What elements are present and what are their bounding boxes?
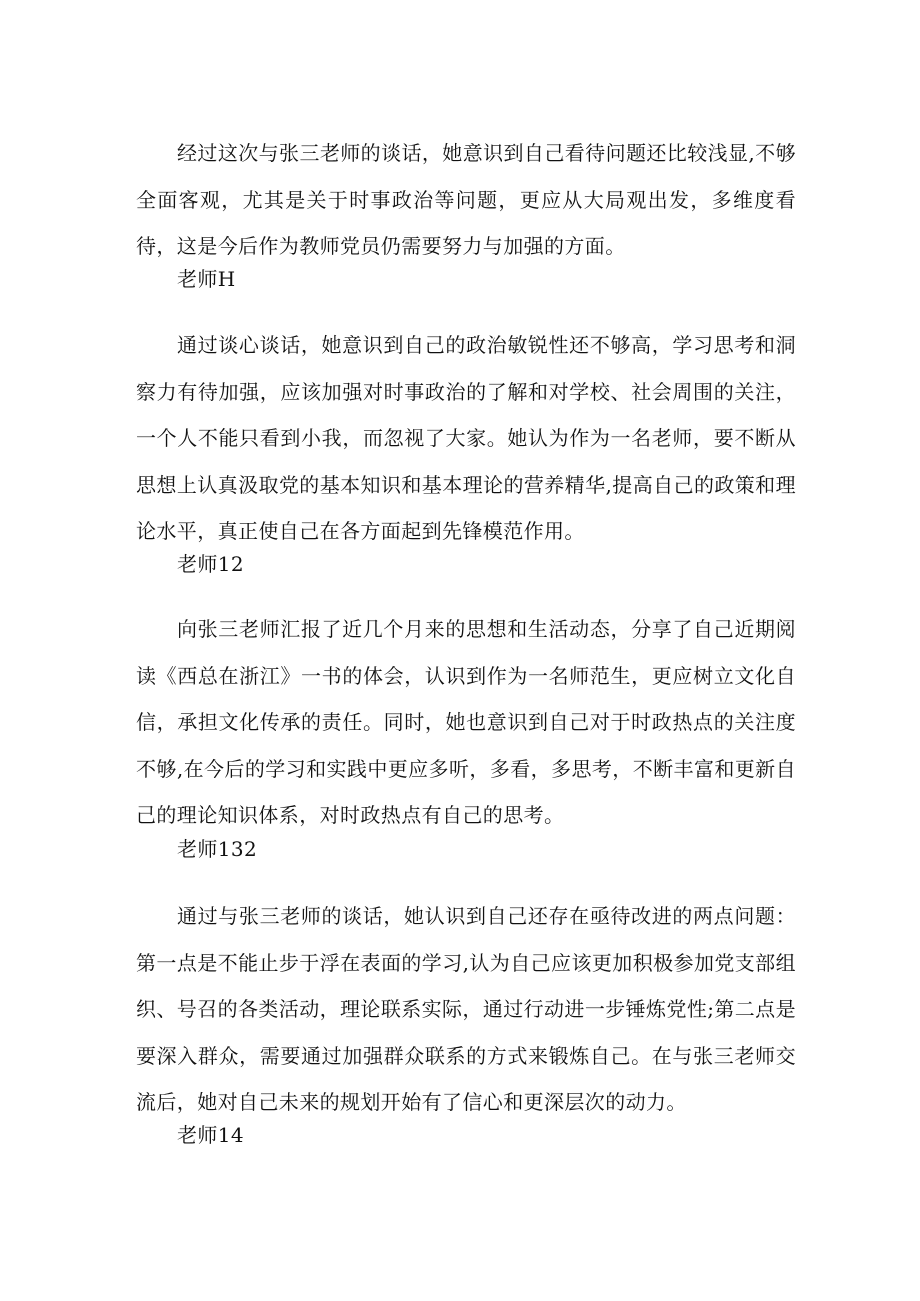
teacher-heading-132: 老师132 — [177, 837, 258, 861]
paragraph-political-awareness: 通过谈心谈话，她意识到自己的政治敏锐性还不够高，学习思考和洞察力有待加强，应该加强对时事政治的了解和对学校、社会周围的关注，一个人不能只看到小我，而忽视了大家。她认为作为一名老师，要不断从思想上认真汲取党的基本知识和基本理论的营养精华,提高自己的政策和理论水平，真正使自己在各方面起到先锋模范作用。 — [136, 333, 796, 543]
paragraph-self-reflection: 经过这次与张三老师的谈话，她意识到自己看待问题还比较浅显,不够全面客观，尤其是关于时事政治等问题，更应从大局观出发，多维度看待，这是今后作为教师党员仍需要努力与加强的方面。 — [136, 141, 796, 258]
teacher-heading-14: 老师14 — [177, 1123, 245, 1147]
paragraph-improvement-points: 通过与张三老师的谈话，她认识到自己还存在亟待改进的两点问题：第一点是不能止步于浮在表面的学习,认为自己应该更加积极参加党支部组织、号召的各类活动，理论联系实际，通过行动进一步锤炼党性;第二点是要深入群众，需要通过加强群众联系的方式来锻炼自己。在与张三老师交流后，她对自己未来的规划开始有了信心和更深层次的动力。 — [136, 904, 796, 1114]
teacher-heading-12: 老师12 — [177, 552, 245, 576]
teacher-heading-h: 老师H — [177, 267, 236, 291]
paragraph-reading-report: 向张三老师汇报了近几个月来的思想和生活动态，分享了自己近期阅读《西总在浙江》一书的体会，认识到作为一名师范生，更应树立文化自信，承担文化传承的责任。同时，她也意识到自己对于时政热点的关注度不够,在今后的学习和实践中更应多听，多看，多思考，不断丰富和更新自己的理论知识体系，对时政热点有自己的思考。 — [136, 617, 796, 827]
